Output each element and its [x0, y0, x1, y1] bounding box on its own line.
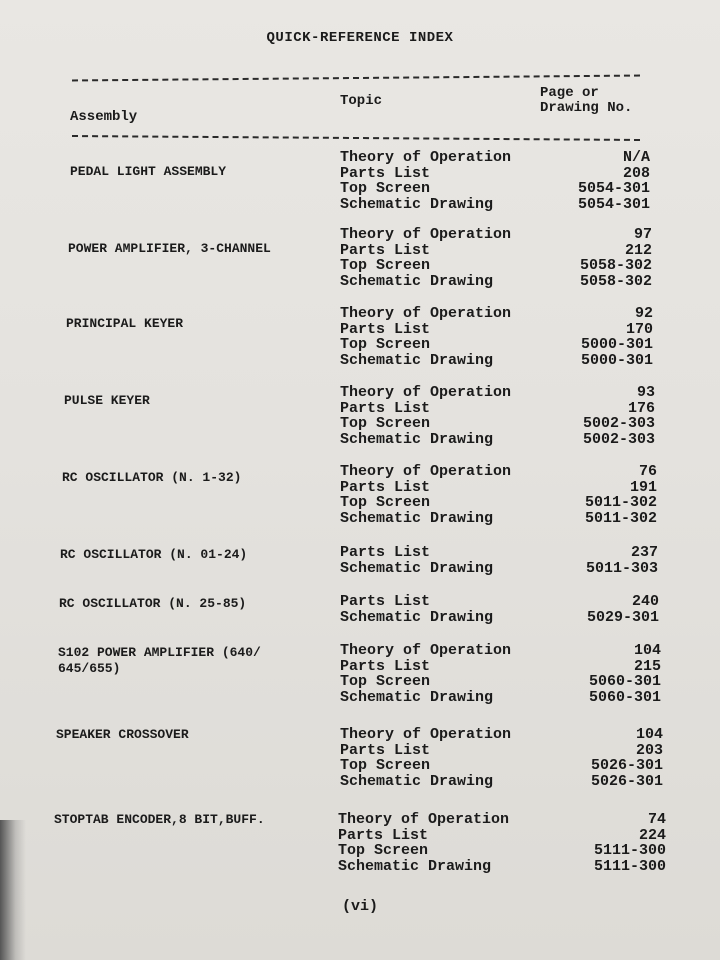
page-number-item: 76: [638, 463, 657, 480]
assembly-name: RC OSCILLATOR (N. 01-24): [60, 547, 248, 562]
assembly-name: PEDAL LIGHT ASSEMBLY: [70, 164, 227, 179]
page-edge-shadow: [0, 820, 26, 960]
topic-item: Schematic Drawing: [340, 272, 494, 290]
column-header-page-line1: Page or: [540, 85, 599, 101]
page-number-item: 203: [635, 741, 663, 759]
page-title: QUICK-REFERENCE INDEX: [266, 30, 454, 46]
assembly-name: S102 POWER AMPLIFIER (640/ 645/655): [58, 645, 261, 676]
page-number-item: 5011-302: [584, 509, 657, 527]
topic-item: Parts List: [340, 657, 431, 675]
page-number-item: 5060-301: [588, 688, 661, 706]
topic-item: Parts List: [340, 164, 431, 182]
page-number-item: 224: [638, 826, 666, 844]
page-number-item: 212: [624, 241, 652, 259]
page-number-item: 5054-301: [577, 195, 650, 213]
assembly-name: SPEAKER CROSSOVER: [56, 727, 189, 742]
page-list: [459, 594, 659, 625]
assembly-name: PRINCIPAL KEYER: [66, 316, 184, 331]
page-number-item: 5026-301: [590, 757, 663, 774]
page-number-item: 5029-301: [586, 608, 659, 626]
assembly-name: POWER AMPLIFIER, 3-CHANNEL: [68, 241, 271, 256]
topic-item: Top Screen: [340, 257, 431, 274]
topic-item: Schematic Drawing: [340, 688, 494, 706]
topic-item: Top Screen: [338, 842, 429, 859]
page-number-item: 93: [636, 384, 655, 401]
topic-item: Top Screen: [340, 757, 431, 774]
topic-item: Parts List: [340, 241, 431, 259]
page-number-item: 74: [647, 811, 666, 828]
page-number-item: 191: [629, 478, 657, 496]
topic-item: Top Screen: [340, 673, 431, 690]
page-number-item: 5002-303: [582, 430, 655, 448]
topic-item: Schematic Drawing: [340, 351, 494, 369]
page-list: [463, 727, 663, 789]
page-number-item: 5058-302: [579, 272, 652, 290]
assembly-name: STOPTAB ENCODER,8 BIT,BUFF.: [54, 812, 265, 827]
page-number-item: 5011-303: [585, 559, 658, 577]
page-number-item: 5111-300: [593, 842, 666, 859]
topic-item: Parts List: [340, 478, 431, 496]
topic-item: Theory of Operation: [340, 463, 512, 480]
topic-item: Theory of Operation: [338, 811, 510, 828]
assembly-name: PULSE KEYER: [64, 393, 150, 408]
page-number: (vi): [341, 898, 378, 915]
page-number-item: N/A: [622, 149, 650, 166]
page-list: [455, 385, 655, 447]
page-number-item: 5026-301: [590, 772, 663, 790]
page-list: [466, 812, 666, 874]
topic-item: Schematic Drawing: [340, 195, 494, 213]
header-top-divider: [72, 75, 640, 82]
column-header-page-line2: Drawing No.: [540, 100, 633, 116]
topic-item: Schematic Drawing: [340, 559, 494, 577]
topic-item: Schematic Drawing: [340, 430, 494, 448]
page-list: [458, 545, 658, 576]
page-number-item: 5054-301: [577, 180, 650, 197]
topic-item: Parts List: [340, 399, 431, 417]
topic-item: Parts List: [340, 741, 431, 759]
topic-item: Theory of Operation: [340, 642, 512, 659]
assembly-name: RC OSCILLATOR (N. 1-32): [62, 470, 242, 485]
page-number-item: 170: [625, 320, 653, 338]
topic-item: Top Screen: [340, 180, 431, 197]
topic-item: Schematic Drawing: [338, 857, 492, 875]
page-number-item: 5000-301: [580, 336, 653, 353]
topic-item: Schematic Drawing: [340, 772, 494, 790]
topic-item: Theory of Operation: [340, 305, 512, 322]
page-list: [453, 306, 653, 368]
page-number-item: 237: [630, 544, 658, 561]
column-header-page: [540, 86, 632, 116]
topic-item: Schematic Drawing: [340, 608, 494, 626]
topic-item: Top Screen: [340, 415, 431, 432]
topic-item: Parts List: [340, 320, 431, 338]
page-number-item: 240: [631, 593, 659, 610]
topic-item: Schematic Drawing: [340, 509, 494, 527]
page-list: [450, 150, 650, 212]
topic-item: Parts List: [338, 826, 429, 844]
assembly-name: RC OSCILLATOR (N. 25-85): [59, 596, 247, 611]
topic-item: Top Screen: [340, 336, 431, 353]
page-number-item: 92: [634, 305, 653, 322]
page-number-item: 5058-302: [579, 257, 652, 274]
page-number-item: 97: [633, 226, 652, 243]
page-list: [452, 227, 652, 289]
page-number-item: 176: [627, 399, 655, 417]
topic-item: Parts List: [340, 544, 431, 561]
page-list: [457, 464, 657, 526]
topic-item: Theory of Operation: [340, 226, 512, 243]
page-list: [461, 643, 661, 705]
page-number-item: 5111-300: [593, 857, 666, 875]
page-number-item: 208: [622, 164, 650, 182]
header-bottom-divider: [72, 135, 640, 141]
page-number-item: 5000-301: [580, 351, 653, 369]
topic-item: Theory of Operation: [340, 384, 512, 401]
topic-item: Theory of Operation: [340, 726, 512, 743]
topic-item: Parts List: [340, 593, 431, 610]
page-number-item: 5011-302: [584, 494, 657, 511]
column-header-topic: Topic: [340, 93, 383, 109]
page-number-item: 5002-303: [582, 415, 655, 432]
page-number-item: 104: [633, 642, 661, 659]
topic-item: Theory of Operation: [340, 149, 512, 166]
page-number-item: 215: [633, 657, 661, 675]
topic-item: Top Screen: [340, 494, 431, 511]
page-number-item: 5060-301: [588, 673, 661, 690]
column-header-assembly: Assembly: [70, 109, 138, 125]
page-number-item: 104: [635, 726, 663, 743]
